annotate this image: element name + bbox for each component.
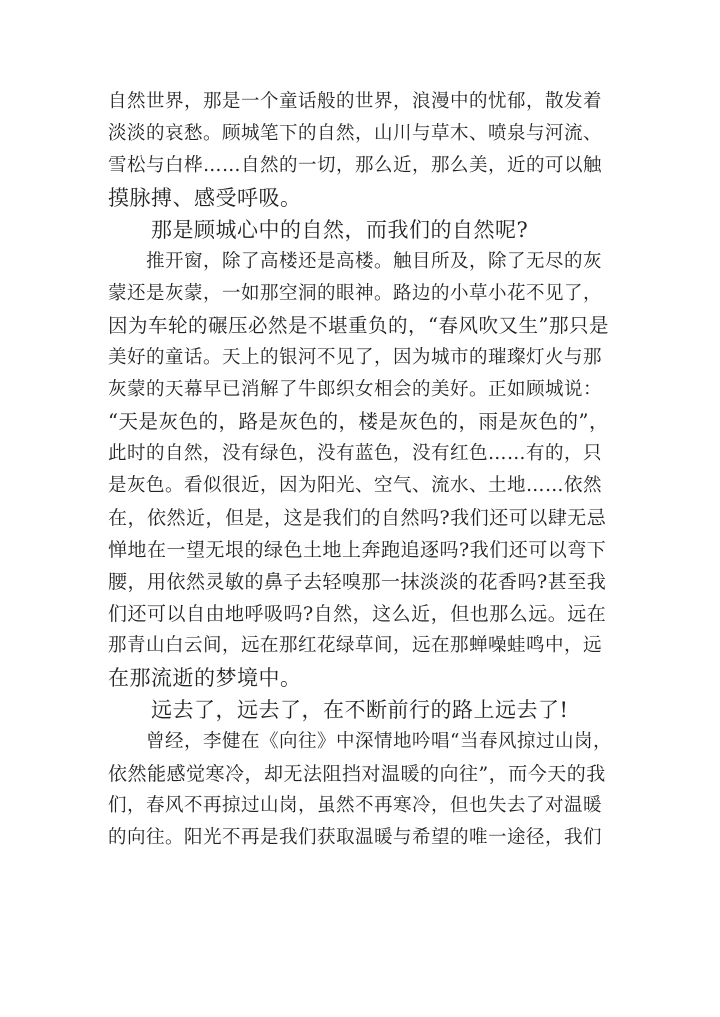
text-line: 摸脉搏、感受呼吸。 [108, 186, 302, 210]
text-line: 蒙还是灰蒙，一如那空洞的眼神。路边的小草小花不见了， [108, 283, 603, 304]
document-page [108, 86, 613, 854]
paragraph-nature-world [108, 86, 613, 214]
paragraph-question [108, 214, 613, 246]
text-line: 的向往。阳光不再是我们获取温暖与希望的唯一途径，我们 [108, 827, 603, 848]
text-line: 依然能感觉寒冷，却无法阻挡对温暖的向往”，而今天的我 [108, 763, 606, 785]
paragraph-longing [108, 726, 613, 854]
text-line: 那是顾城心中的自然，而我们的自然呢? [108, 218, 529, 242]
text-line: 自然世界，那是一个童话般的世界，浪漫中的忧郁，散发着 [108, 91, 603, 112]
text-line: 雪松与白桦……自然的一切，那么近，那么美，近的可以触 [108, 155, 603, 176]
text-line: 是灰色。看似很近，因为阳光、空气、流水、土地……依然 [108, 475, 603, 496]
text-line: 惮地在一望无垠的绿色土地上奔跑追逐吗?我们还可以弯下 [108, 539, 607, 561]
paragraph-grey-world [108, 246, 613, 694]
text-line: 美好的童话。天上的银河不见了，因为城市的璀璨灯火与那 [108, 347, 603, 368]
text-line: 们，春风不再掠过山岗，虽然不再寒冷，但也失去了对温暖 [108, 795, 603, 816]
text-line: “天是灰色的，路是灰色的，楼是灰色的，雨是灰色的”， [108, 410, 609, 433]
text-line: 曾经，李健在《向往》中深情地吟唱“当春风掠过山岗， [108, 731, 612, 752]
text-line: 在那流逝的梦境中。 [108, 666, 302, 690]
text-line: 那青山白云间，远在那红花绿草间，远在那蝉噪蛙鸣中，远 [108, 635, 603, 656]
text-line: 因为车轮的碾压必然是不堪重负的，“春风吹又生”那只是 [108, 314, 609, 337]
text-line: 们还可以自由地呼吸吗?自然，这么近，但也那么远。远在 [108, 603, 607, 625]
paragraph-gone [108, 694, 613, 726]
text-line: 在，依然近，但是，这是我们的自然吗?我们还可以肆无忌 [108, 507, 607, 529]
text-line: 腰，用依然灵敏的鼻子去轻嗅那一抹淡淡的花香吗?甚至我 [108, 571, 607, 593]
text-line: 远去了，远去了，在不断前行的路上远去了! [108, 698, 569, 722]
text-line: 灰蒙的天幕早已消解了牛郎织女相会的美好。正如顾城说： [108, 379, 603, 400]
text-line: 淡淡的哀愁。顾城笔下的自然，山川与草木、喷泉与河流、 [108, 123, 603, 144]
text-line: 此时的自然，没有绿色，没有蓝色，没有红色……有的，只 [108, 443, 603, 464]
text-line: 推开窗，除了高楼还是高楼。触目所及，除了无尽的灰 [108, 251, 603, 272]
